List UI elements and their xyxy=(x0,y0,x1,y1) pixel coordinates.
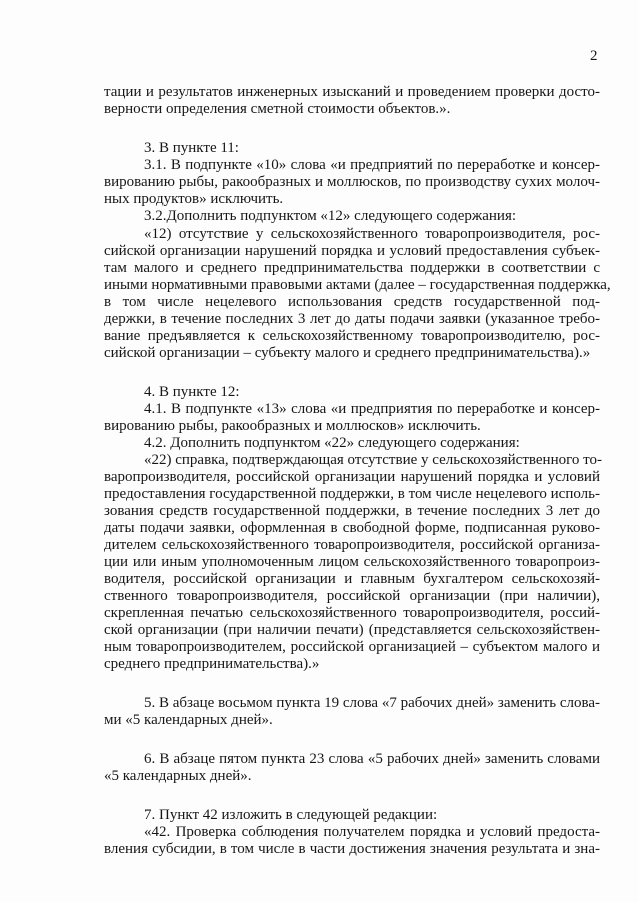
text-line: 5. В абзаце восьмом пункта 19 слова «7 рабочих дней» заменить слова- xyxy=(144,695,601,711)
text-line: вированию рыбы, ракообразных и моллюсков» исключить. xyxy=(104,418,481,434)
text-line: сийской организации – субъекту малого и среднего предпринимательства).» xyxy=(104,345,591,361)
page-number: 2 xyxy=(590,48,598,64)
text-line: ции или иным уполномоченным лицом сельскохозяйственного товаропроиз- xyxy=(104,554,600,570)
text-line: даты подачи заявки, оформленная в свободной форме, подписанная руково- xyxy=(104,520,600,536)
text-line: вления субсидии, в том числе в части достижения значения результата и зна- xyxy=(104,841,600,857)
text-line: «22) справка, подтверждающая отсутствие у сельскохозяйственного то- xyxy=(144,452,602,468)
text-line: сийской организации нарушений порядка и условий предоставления субъек- xyxy=(104,243,600,259)
text-line: верности определения сметной стоимости объектов.». xyxy=(104,101,451,117)
text-line: 7. Пункт 42 изложить в следующей редакции: xyxy=(144,807,438,823)
text-line: дителем сельскохозяйственного товаропроизводителя, российской организа- xyxy=(104,537,600,553)
text-line: 4. В пункте 12: xyxy=(144,384,240,400)
text-line: 4.2. Дополнить подпунктом «22» следующего содержания: xyxy=(144,435,520,451)
text-line: варопроизводителя, российской организации нарушений порядка и условий xyxy=(104,469,600,485)
text-line: «42. Проверка соблюдения получателем порядка и условий предоста- xyxy=(144,824,600,840)
text-line: зования средств государственной поддержки, в течение последних 3 лет до xyxy=(104,503,600,519)
text-line: 3.2.Дополнить подпунктом «12» следующего содержания: xyxy=(144,208,517,224)
text-line: там малого и среднего предпринимательства поддержки в соответствии с xyxy=(104,260,600,276)
text-line: 3. В пункте 11: xyxy=(144,140,239,156)
text-line: вированию рыбы, ракообразных и моллюсков, по производству сухих молоч- xyxy=(104,174,600,190)
text-line: вание предъявляется к сельскохозяйственному товаропроизводителю, рос- xyxy=(104,328,600,344)
text-line: 6. В абзаце пятом пункта 23 слова «5 рабочих дней» заменить словами xyxy=(144,751,600,767)
text-line: ской организации (при наличии печати) (представляется сельскохозяйствен- xyxy=(104,622,600,638)
text-line: в том числе нецелевого использования средств государственной под- xyxy=(104,294,600,310)
text-line: скрепленная печатью сельскохозяйственного товаропроизводителя, россий- xyxy=(104,605,600,621)
text-line: держки, в течение последних 3 лет до даты подачи заявки (указанное требо- xyxy=(104,311,600,327)
text-line: ных продуктов» исключить. xyxy=(104,191,284,207)
text-line: тации и результатов инженерных изысканий и проведением проверки досто- xyxy=(104,84,600,100)
text-line: ми «5 календарных дней». xyxy=(104,712,273,728)
text-line: 4.1. В подпункте «13» слова «и предприятия по переработке и консер- xyxy=(144,401,600,417)
text-line: ственного товаропроизводителя, российской организации (при наличии), xyxy=(104,588,600,604)
text-line: иными нормативными правовыми актами (далее – государственная поддержка, xyxy=(104,277,611,293)
text-line: 3.1. В подпункте «10» слова «и предприятий по переработке и консер- xyxy=(144,157,600,173)
text-line: ным товаропроизводителем, российской организацией – субъектом малого и xyxy=(104,639,600,655)
text-line: предоставления государственной поддержки, в том числе нецелевого исполь- xyxy=(104,486,600,502)
text-line: «5 календарных дней». xyxy=(104,768,252,784)
text-line: среднего предпринимательства).» xyxy=(104,656,320,672)
text-line: «12) отсутствие у сельскохозяйственного товаропроизводителя, рос- xyxy=(144,226,600,242)
text-line: водителя, российской организации и главным бухгалтером сельскохозяй- xyxy=(104,571,600,587)
